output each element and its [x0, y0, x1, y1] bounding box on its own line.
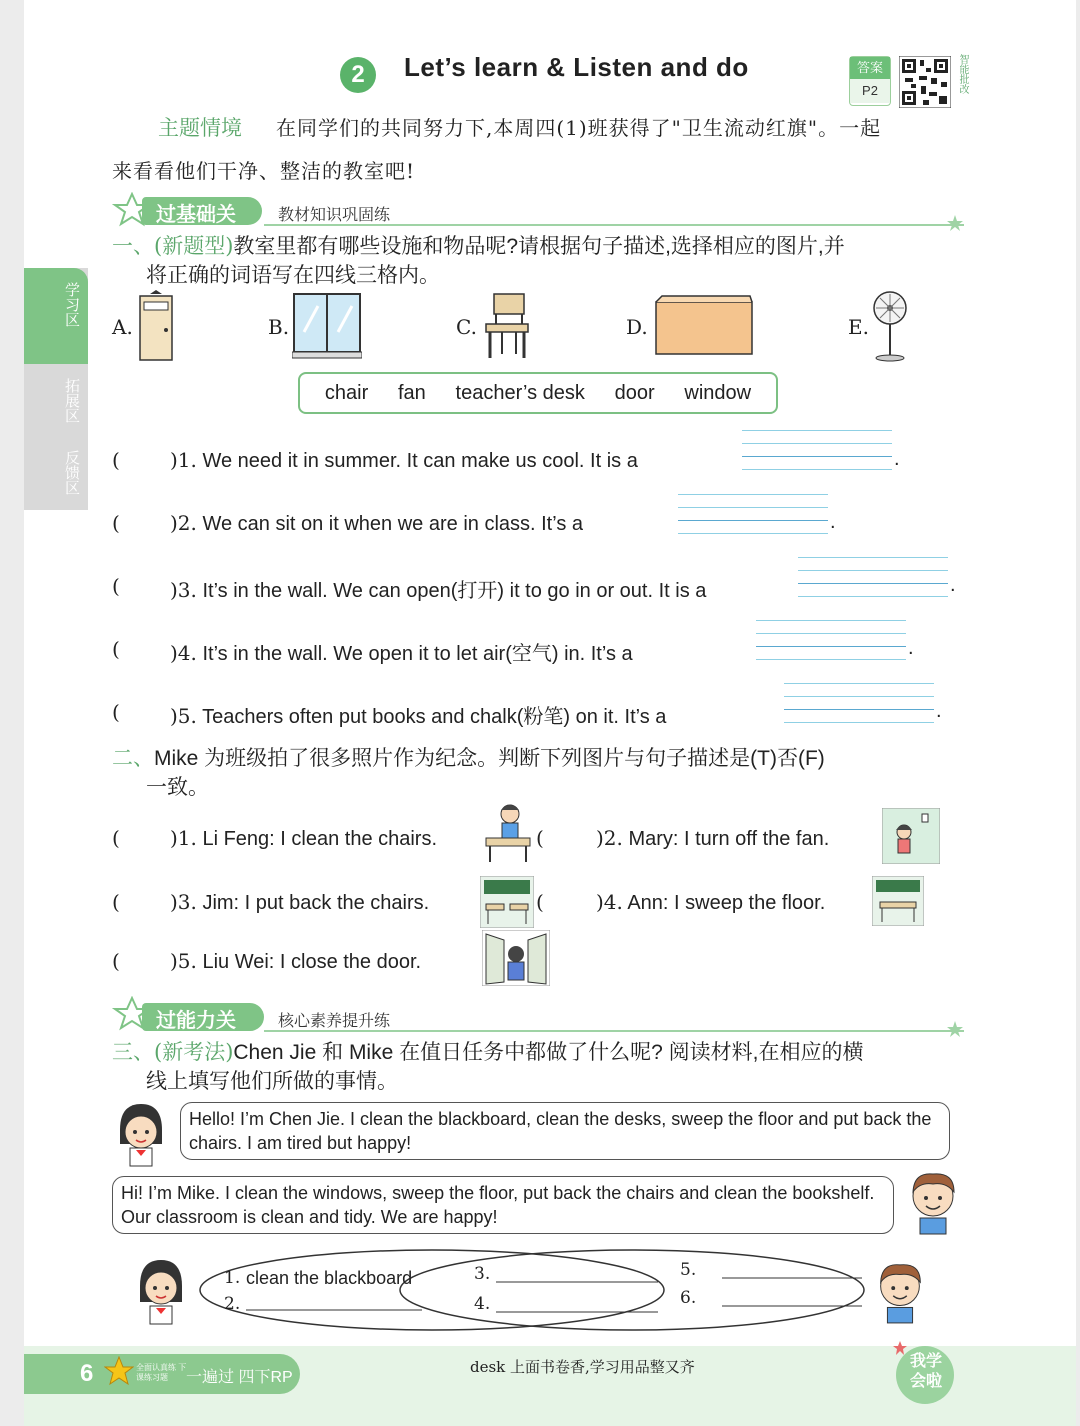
- section2-subtitle: 核心素养提升练: [278, 1013, 391, 1030]
- q2-item4-paren: (: [536, 890, 544, 914]
- venn-num-6: 6.: [680, 1288, 697, 1308]
- q2-item4-num: )4.: [596, 890, 623, 914]
- classroom-sweeping-picture: [872, 876, 924, 926]
- mike-avatar-small: [870, 1256, 930, 1326]
- worksheet-page: [24, 0, 1076, 1426]
- q1-item2-writing-lines[interactable]: [678, 494, 828, 534]
- word-bank-item: fan: [397, 381, 426, 404]
- q2-item1-text: [170, 826, 437, 851]
- q1-line2: 将正确的词语写在四线三格内。: [146, 264, 440, 287]
- q1-item2-text: [170, 511, 583, 536]
- mike-speech-bubble: Hi! I’m Mike. I clean the windows, sweep the floor, put back the chairs and clean the bookshelf. Our classroom is clean and tidy. We are happy!: [112, 1176, 894, 1234]
- section1-subtitle: 教材知识巩固练: [278, 207, 391, 224]
- section2-rule: [264, 1030, 964, 1032]
- q2-number: 二、: [112, 747, 154, 770]
- q2-item2-paren: (: [536, 826, 544, 850]
- q2-item1-sentence: Li Feng: I clean the chairs.: [202, 828, 438, 850]
- mascot-star-icon: [104, 1356, 134, 1386]
- intro-line1: 在同学们的共同努力下,本周四(1)班获得了"卫生流动红旗"。一起: [276, 116, 882, 140]
- window-icon: [292, 292, 362, 360]
- q1-prompt: [112, 232, 972, 261]
- q2-item1-num: )1.: [170, 826, 197, 850]
- small-star-icon: [946, 1020, 964, 1038]
- q1-item3-period: .: [950, 574, 956, 596]
- q1-item1-period: .: [894, 448, 900, 470]
- venn-num-4: 4.: [474, 1294, 491, 1314]
- word-bank: [298, 372, 778, 414]
- section1-rule: [264, 224, 964, 226]
- answer-page: P2: [850, 79, 890, 103]
- qr-code-icon[interactable]: [899, 56, 951, 108]
- footer-rhyme: desk 上面书卷香,学习用品整又齐: [470, 1358, 695, 1376]
- q2-line2: 一致。: [146, 776, 209, 799]
- page-number: 6: [80, 1360, 94, 1387]
- q1-number: 一、: [112, 235, 154, 258]
- q1-item1-sentence: We need it in summer. It can make us cool. It is a: [202, 450, 638, 472]
- q3-prompt: [112, 1038, 992, 1067]
- mike-avatar: [902, 1166, 964, 1236]
- q2-item2-num: )2.: [596, 826, 623, 850]
- word-bank-item: door: [614, 381, 655, 404]
- q1-item4-num: )4.: [170, 641, 197, 665]
- venn-num-5: 5.: [680, 1260, 697, 1280]
- q2-item5-num: )5.: [170, 949, 197, 973]
- chair-icon: [482, 292, 534, 360]
- q1-item2-period: .: [830, 511, 836, 533]
- q1-item3-text: [170, 574, 706, 603]
- sidebar-tab-feedback-label: 反馈区: [63, 450, 80, 495]
- venn-num-1: 1.: [224, 1268, 241, 1288]
- teachers-desk-icon: [652, 294, 756, 356]
- q3-tag: (新考法): [154, 1040, 234, 1064]
- classroom-chairs-picture: [480, 876, 534, 928]
- boy-closing-door-picture: [482, 930, 550, 986]
- q2-prompt: [112, 744, 992, 773]
- q2-item2-sentence: Mary: I turn off the fan.: [628, 828, 830, 850]
- chen-jie-avatar: [112, 1100, 170, 1168]
- option-c-label: C.: [456, 315, 477, 339]
- q1-item3-writing-lines[interactable]: [798, 557, 948, 597]
- q1-item5-paren: (: [112, 700, 120, 724]
- q2-item5-paren: (: [112, 949, 120, 973]
- fan-icon: [870, 290, 910, 362]
- sidebar-tab-study-label: 学习区: [63, 282, 80, 327]
- q1-item5-num: )5.: [170, 704, 197, 728]
- q1-item5-sentence: Teachers often put books and chalk(粉笔) on it. It’s a: [202, 706, 667, 728]
- q2-item5-text: [170, 949, 421, 974]
- word-bank-item: teacher’s desk: [455, 381, 585, 404]
- intro-line2: 来看看他们干净、整洁的教室吧!: [112, 159, 416, 183]
- q3-line2: 线上填写他们所做的事情。: [146, 1070, 398, 1093]
- q1-item2-paren: (: [112, 511, 120, 535]
- q2-item3-paren: (: [112, 890, 120, 914]
- option-b-label: B.: [268, 315, 290, 339]
- q3-line1: Chen Jie 和 Mike 在值日任务中都做了什么呢? 阅读材料,在相应的横: [233, 1041, 864, 1064]
- section1-label: 过基础关: [156, 204, 236, 226]
- lesson-number-badge: 2: [340, 57, 376, 93]
- venn-diagram: [196, 1246, 870, 1336]
- learned-badge-text: 我学会啦: [909, 1353, 942, 1390]
- venn-num-2: 2.: [224, 1294, 241, 1314]
- q1-tag: (新题型): [154, 234, 234, 258]
- word-bank-item: chair: [324, 381, 369, 404]
- q2-item3-sentence: Jim: I put back the chairs.: [202, 892, 430, 914]
- q2-item4-text: [596, 890, 825, 915]
- option-a-label: A.: [112, 315, 133, 339]
- q1-item3-num: )3.: [170, 578, 197, 602]
- venn-answer-1: clean the blackboard: [246, 1268, 413, 1288]
- q2-item3-num: )3.: [170, 890, 197, 914]
- venn-num-3: 3.: [474, 1264, 491, 1284]
- girl-at-fan-switch-picture: [882, 808, 940, 864]
- door-icon: [136, 290, 176, 362]
- q1-item4-writing-lines[interactable]: [756, 620, 906, 660]
- q2-item3-text: [170, 890, 429, 915]
- q3-number: 三、: [112, 1041, 154, 1064]
- q2-item5-sentence: Liu Wei: I close the door.: [202, 951, 422, 973]
- book-title: 一遍过 四下RP: [186, 1369, 293, 1386]
- sidebar-tab-expand-label: 拓展区: [63, 378, 80, 423]
- q1-item5-writing-lines[interactable]: [784, 683, 934, 723]
- q1-item1-text: [170, 448, 638, 473]
- q1-item4-period: .: [908, 637, 914, 659]
- q1-item5-period: .: [936, 700, 942, 722]
- q1-item5-text: [170, 700, 666, 729]
- q1-item3-paren: (: [112, 574, 120, 598]
- q1-item1-writing-lines[interactable]: [742, 430, 892, 470]
- q2-line1: Mike 为班级拍了很多照片作为纪念。判断下列图片与句子描述是(T)否(F): [154, 747, 825, 770]
- star-icon: [892, 1340, 908, 1356]
- q1-item3-sentence: It’s in the wall. We can open(打开) it to go in or out. It is a: [202, 580, 707, 602]
- option-e-label: E.: [848, 315, 869, 339]
- page-title: Let’s learn & Listen and do: [404, 52, 749, 82]
- qr-side-text: 智能批改: [957, 54, 968, 94]
- q1-item2-num: )2.: [170, 511, 197, 535]
- answer-badge: [849, 56, 891, 106]
- q1-item1-num: )1.: [170, 448, 197, 472]
- intro-label: 主题情境: [158, 116, 242, 140]
- q2-item4-sentence: Ann: I sweep the floor.: [627, 892, 826, 914]
- word-bank-item: window: [684, 381, 752, 404]
- q2-item1-paren: (: [112, 826, 120, 850]
- answer-label: 答案: [850, 57, 890, 79]
- chen-jie-speech-bubble: Hello! I’m Chen Jie. I clean the blackboard, clean the desks, sweep the floor and put back the chairs. I am tired but happy!: [180, 1102, 950, 1160]
- q1-item4-text: [170, 637, 633, 666]
- q1-item1-paren: (: [112, 448, 120, 472]
- q1-item4-paren: (: [112, 637, 120, 661]
- q1-item4-sentence: It’s in the wall. We open it to let air(空气) in. It’s a: [202, 643, 633, 665]
- section2-label: 过能力关: [156, 1010, 236, 1032]
- small-star-icon: [946, 214, 964, 232]
- q1-item2-sentence: We can sit on it when we are in class. It’s a: [202, 513, 583, 535]
- footer-tiny-text: 全面认真练 下课练习题: [136, 1363, 187, 1382]
- q2-item2-text: [596, 826, 829, 851]
- option-d-label: D.: [626, 315, 648, 339]
- chen-jie-avatar-small: [132, 1256, 190, 1326]
- boy-cleaning-chair-picture: [480, 800, 536, 864]
- q1-line1: 教室里都有哪些设施和物品呢?请根据句子描述,选择相应的图片,并: [233, 235, 845, 258]
